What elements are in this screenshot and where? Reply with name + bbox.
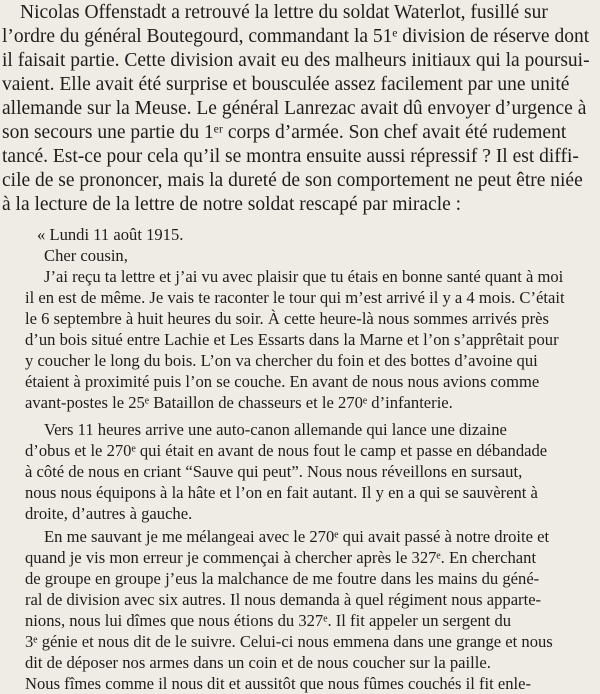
intro-line: il faisait partie. Cette division avait eu des malheurs initiaux qui la poursui- bbox=[2, 50, 590, 71]
letter-line: il en est de même. Je vais te raconter le tour qui m’est arrivé il y a 4 mois. C’était bbox=[25, 288, 565, 307]
intro-line: l’ordre du général Boutegourd, commandant la 51ᵉ division de réserve dont bbox=[2, 26, 590, 47]
letter-line: dit de déposer nos armes dans un coin et de nous coucher sur la paille. bbox=[25, 653, 491, 672]
letter-line: avant-postes le 25ᵉ Bataillon de chasseurs et le 270ᵉ d’infanterie. bbox=[25, 393, 453, 412]
intro-line: à la lecture de la lettre de notre soldat rescapé par miracle : bbox=[2, 194, 462, 215]
intro-line: son secours une partie du 1ᵉʳ corps d’armée. Son chef avait été rudement bbox=[2, 122, 567, 143]
intro-line: allemande sur la Meuse. Le général Lanrezac avait dû envoyer d’urgence à bbox=[2, 98, 587, 119]
letter-line: Vers 11 heures arrive une auto-canon allemande qui lance une dizaine bbox=[44, 420, 507, 439]
letter-line: droite, d’autres à gauche. bbox=[25, 504, 193, 523]
letter-line: nous nous équipons à la hâte et l’on en fait autant. Il y en a qui se sauvèrent à bbox=[25, 483, 538, 502]
letter-line: quand je vis mon erreur je commençai à chercher après le 327ᵉ. En cherchant bbox=[25, 548, 537, 567]
letter-date: « Lundi 11 août 1915. bbox=[37, 225, 184, 244]
letter-line: En me sauvant je me mélangeai avec le 270ᵉ qui avait passé à notre droite et bbox=[44, 527, 550, 546]
letter-line: le 6 septembre à huit heures du soir. À cette heure-là nous sommes arrivés près bbox=[25, 309, 549, 328]
letter-line: nions, nous lui dîmes que nous étions du 327ᵉ. Il fit appeler un sergent du bbox=[25, 611, 512, 630]
intro-line: Nicolas Offenstadt a retrouvé la lettre du soldat Waterlot, fusillé sur bbox=[20, 2, 548, 23]
letter-line: étaient à proximité puis l’on se couche. En avant de nous nous avions comme bbox=[25, 372, 540, 391]
letter-line: de groupe en groupe j’eus la malchance de me foutre dans les mains du géné- bbox=[25, 569, 540, 588]
intro-line: cile de se prononcer, mais la dureté de son comportement ne peut être niée bbox=[2, 170, 583, 191]
letter-line: d’un bois situé entre Lachie et Les Essarts dans la Marne et l’on s’apprêtait pour bbox=[25, 330, 559, 349]
intro-line: vaient. Elle avait été surprise et bousculée assez facilement par une unité bbox=[2, 74, 570, 95]
letter-line: J’ai reçu ta lettre et j’ai vu avec plaisir que tu étais en bonne santé quant à moi bbox=[44, 267, 564, 286]
letter-salutation: Cher cousin, bbox=[44, 246, 128, 265]
letter-line: d’obus et le 270ᵉ qui était en avant de nous fout le camp et passe en débandade bbox=[25, 441, 548, 460]
letter-line: Nous fîmes comme il nous dit et aussitôt que nous fûmes couchés il fit enle- bbox=[25, 674, 532, 693]
letter-line: y coucher le long du bois. L’on va chercher du foin et des bottes d’avoine qui bbox=[25, 351, 538, 370]
letter-line: 3ᵉ génie et nous dit de le suivre. Celui-ci nous emmena dans une grange et nous bbox=[25, 632, 553, 651]
letter-line: à côté de nous en criant “Sauve qui peut”. Nous nous réveillons en sursaut, bbox=[25, 462, 523, 481]
intro-line: tancé. Est-ce pour cela qu’il se montra ensuite aussi répressif ? Il est diffi- bbox=[2, 146, 579, 167]
letter-line: ral de division avec six autres. Il nous demanda à quel régiment nous apparte- bbox=[25, 590, 542, 609]
